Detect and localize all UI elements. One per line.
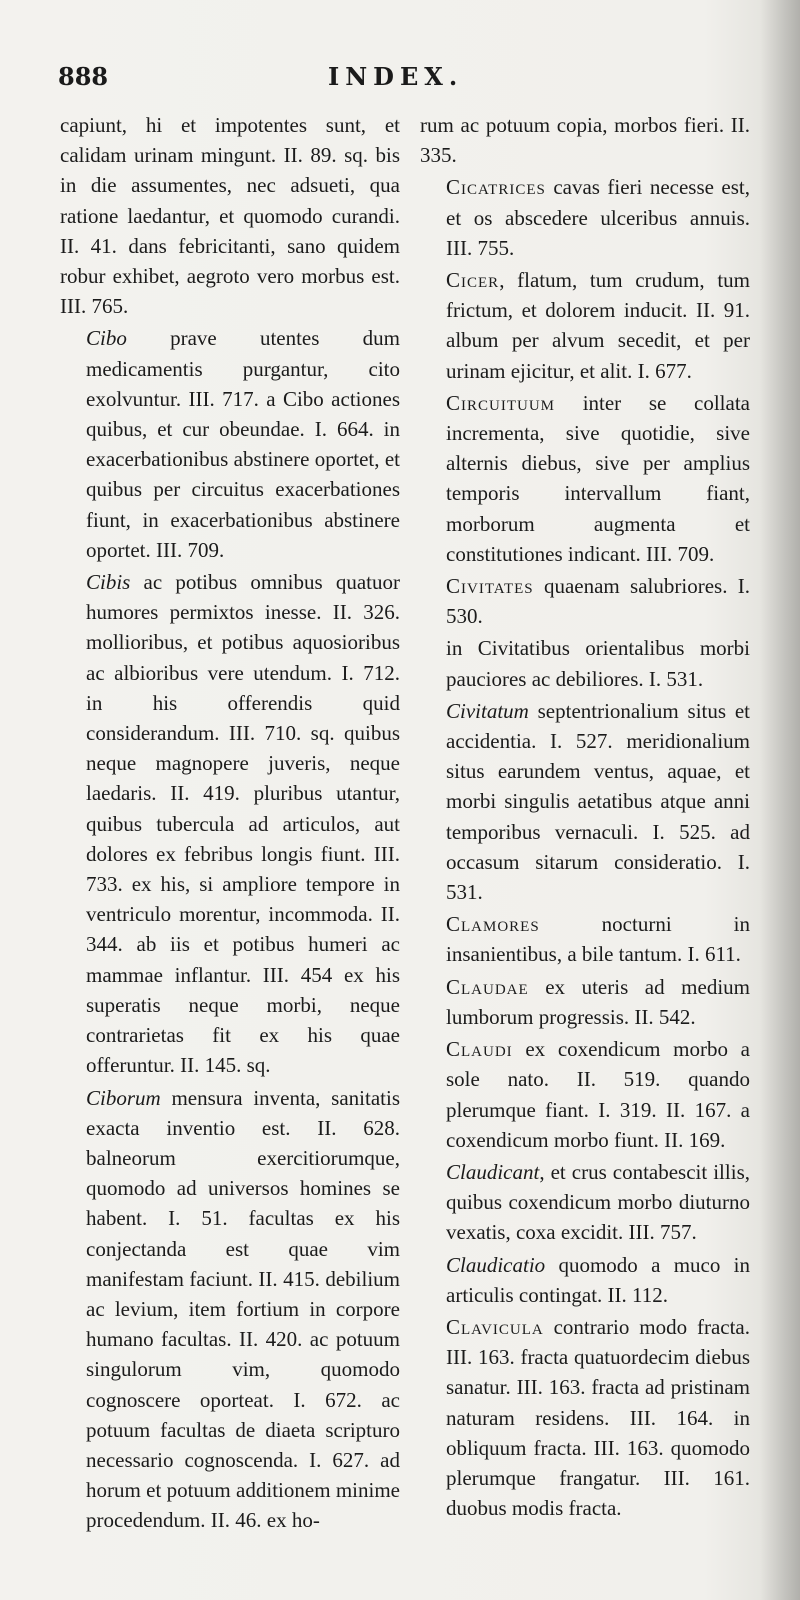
index-entry — [420, 265, 750, 386]
index-entry — [420, 571, 750, 631]
index-entry — [420, 1312, 750, 1523]
index-entry — [420, 633, 750, 693]
index-entry — [420, 1034, 750, 1155]
index-entry — [420, 909, 750, 969]
index-entry — [420, 1157, 750, 1248]
right-column — [420, 110, 750, 1523]
page-edge-shadow — [760, 0, 800, 1600]
index-entry — [420, 696, 750, 907]
index-entry-text: ac potibus omnibus quatuor humores permixtos inesse. II. 326. mollioribus, et potibus aquosioribus ac albioribus vere utendum. I. 712. in his offerendis quid considerandum. III. 710. sq. quibus neque magnopere juveris, neque laedaris. II. 419. pluribus utantur, quibus tubercula ad articulos, aut dolores ex febribus longis fiunt. III. 733. ex his, si ampliore tempore in ventriculo morentur, incommoda. II. 344. ab iis et potibus humeri ac mammae inflantur. III. 454 ex his superatis neque morbi, neque contrarietas fit ex his quae offeruntur. II. 145. sq. — [86, 570, 400, 1078]
index-entry-headword: Cibis — [86, 570, 131, 595]
index-entry-text: ex coxendicum morbo a sole nato. II. 519. quando plerumque fiant. I. 319. II. 167. a coxendicum morbo fiunt. II. 169. — [446, 1037, 750, 1152]
index-entry-headword: Claudicatio — [446, 1252, 546, 1277]
index-entry — [420, 110, 750, 170]
index-entry — [420, 388, 750, 569]
index-entry — [420, 972, 750, 1032]
index-entry-headword: Claudicant — [446, 1159, 540, 1184]
index-entry — [60, 567, 400, 1080]
index-entry-text: , flatum, tum crudum, tum frictum, et dolorem inducit. II. 91. album per alvum secedit, et per urinam ejicitur, et alit. I. 677. — [446, 268, 750, 383]
index-entry-text: septentrionalium situs et accidentia. I. 527. meridionalium situs earundem ventus, aquae, et morbi singulis aetatibus atque anni temporibus vernaculi. I. 525. ad occasum sitarum consideratio. I. 531. — [446, 698, 750, 905]
index-entry-headword: Cibo — [86, 326, 127, 351]
index-entry — [60, 1083, 400, 1536]
index-entry-text: cavas fieri necesse est, et os abscedere ulceribus annuis. III. 755. — [446, 175, 750, 260]
running-title: INDEX. — [328, 62, 464, 91]
left-column — [60, 110, 400, 1536]
index-entry-headword: Cicer — [446, 268, 500, 293]
page-header — [58, 62, 740, 102]
index-entry-text: nocturni in insanientibus, a bile tantum. I. 611. — [446, 912, 750, 967]
page-number: 888 — [58, 62, 109, 91]
index-entry — [60, 110, 400, 321]
index-entry-headword: Civitates — [446, 574, 534, 599]
index-entry-text: mensura inventa, sanitatis exacta inventio est. II. 628. balneorum exercitiorumque, quomodo ad universos homines se habent. I. 51. facultas ex his conjectanda est quae vim manifestam faciunt. II. 415. debilium ac levium, item fortium in corpore humano facultas. II. 420. ac potuum singulorum vim, quomodo cognoscere oporteat. I. 672. ac potuum facultas de diaeta scripturo necessario cognoscenda. I. 627. ad horum et potuum additionem minime procedendum. II. 46. ex ho- — [86, 1085, 400, 1533]
index-entry-headword: Cicatrices — [446, 175, 546, 200]
index-entry-headword: Clavicula — [446, 1314, 544, 1339]
index-entry — [420, 172, 750, 263]
index-entry-headword: Civitatum — [446, 698, 529, 723]
index-entry-text: contrario modo fracta. III. 163. fracta quatuordecim diebus sanatur. III. 163. fracta ad pristinam naturam residens. III. 164. in obliquum fracta. III. 163. quomodo plerumque frangatur. III. 161. duobus modis fracta. — [446, 1314, 750, 1521]
index-entry-headword: Circuituum — [446, 390, 556, 415]
index-entry-text: quomodo a muco in articulis contingat. II. 112. — [446, 1252, 750, 1307]
index-entry-text: quaenam salubriores. I. 530. — [446, 574, 750, 629]
index-entry — [420, 1250, 750, 1310]
index-entry-text: ex uteris ad medium lumborum progressis. II. 542. — [446, 974, 750, 1029]
index-entry-text: , et crus contabescit illis, quibus coxendicum morbo diuturno vexatis, coxa excidit. III. 757. — [446, 1159, 750, 1245]
index-entry-text: in Civitatibus orientalibus morbi pauciores ac debiliores. I. 531. — [446, 636, 750, 691]
index-entry — [60, 323, 400, 565]
index-entry-text: prave utentes dum medicamentis purgantur, cito exolvuntur. III. 717. a Cibo actiones quibus, et cur obeundae. I. 664. in exacerbationibus abstinere oportet, et quibus per circuitus exacerbationes fiunt, in exacerbationibus abstinere oportet. III. 709. — [86, 326, 400, 562]
index-entry-headword: Claudae — [446, 974, 529, 999]
index-entry-headword: Claudi — [446, 1037, 513, 1062]
index-entry-text: inter se collata incrementa, sive quotidie, sive alternis diebus, sive per amplius temporis intervallum fiant, morborum augmenta et constitutiones indicant. III. 709. — [446, 390, 750, 566]
index-entry-headword: Clamores — [446, 912, 540, 937]
index-entry-text: capiunt, hi et impotentes sunt, et calidam urinam mingunt. II. 89. sq. bis in die assumentes, nec adsueti, qua ratione laedantur, et quomodo curandi. II. 41. dans febricitanti, sano quidem robur exhibet, aegroto vero morbus est. III. 765. — [60, 113, 400, 319]
index-entry-headword: Ciborum — [86, 1085, 161, 1110]
index-entry-text: rum ac potuum copia, morbos fieri. II. 335. — [420, 113, 750, 168]
